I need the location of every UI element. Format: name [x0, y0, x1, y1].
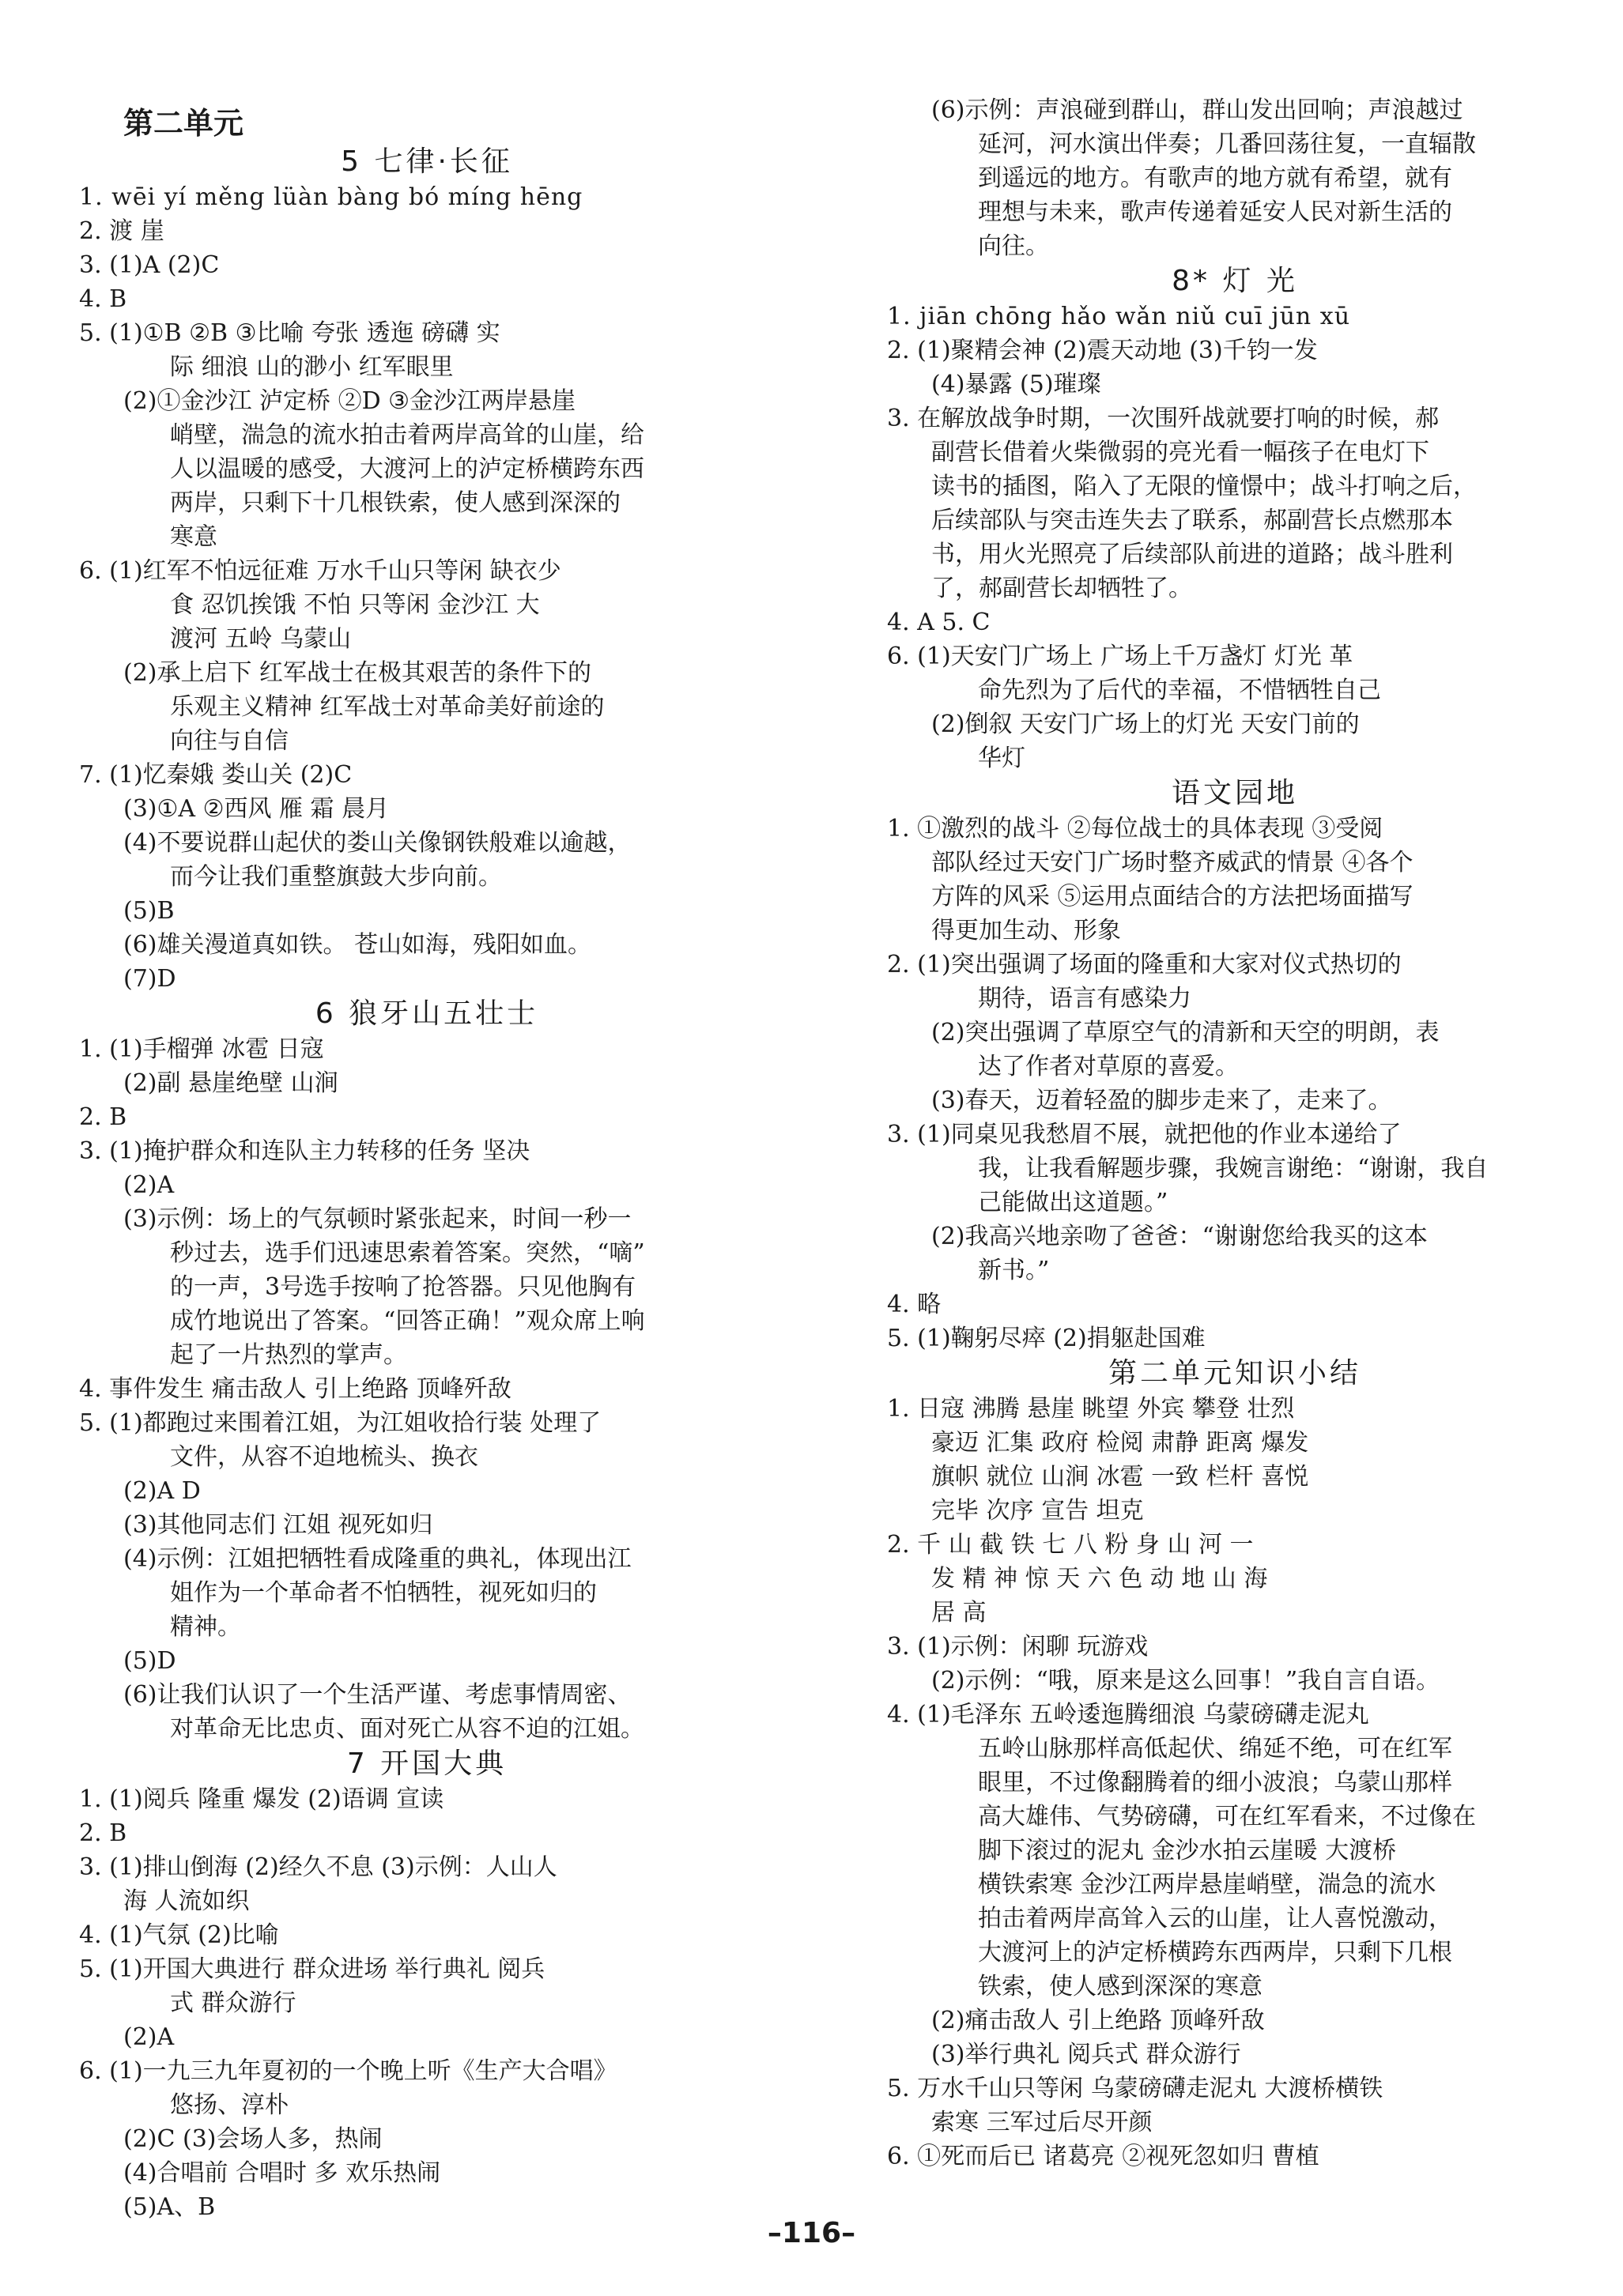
answer-line: 4. (1)气氛 (2)比喻: [79, 1921, 279, 1949]
answer-line: 2. 千 山 截 铁 七 八 粉 身 山 河 一: [887, 1531, 1254, 1559]
answer-line: 4. A 5. C: [887, 609, 991, 636]
answer-line: 旗帜 就位 山涧 冰雹 一致 栏杆 喜悦: [931, 1463, 1309, 1491]
answer-line: 3. (1)掩护群众和连队主力转移的任务 坚决: [79, 1137, 530, 1165]
section-title: 7 开国大典: [346, 1747, 508, 1780]
answer-line: 横铁索寒 金沙江两岸悬崖峭壁，湍急的流水: [978, 1871, 1436, 1898]
answer-line: 向往与自信: [170, 727, 289, 755]
answer-line: 食 忍饥挨饿 不怕 只等闲 金沙江 大: [170, 591, 540, 619]
answer-line: 5. (1)都跑过来围着江姐，为江姐收拾行装 处理了: [79, 1409, 602, 1437]
answer-line: 精神。: [170, 1613, 241, 1641]
answer-line: 延河，河水演出伴奏；几番回荡往复，一直辐散: [978, 130, 1476, 158]
answer-line: (2)我高兴地亲吻了爸爸：“谢谢您给我买的这本: [931, 1223, 1428, 1250]
answer-line: 新书。”: [978, 1257, 1050, 1284]
answer-line: 起了一片热烈的掌声。: [170, 1341, 407, 1369]
answer-line: 乐观主义精神 红军战士对革命美好前途的: [170, 693, 605, 721]
answer-line: (3)举行典礼 阅兵式 群众游行: [931, 2041, 1241, 2068]
answer-line: 成竹地说出了答案。“回答正确！”观众席上响: [170, 1307, 645, 1335]
answer-line: 书，用火光照亮了后续部队前进的道路；战斗胜利: [931, 541, 1453, 568]
answer-line: 2. B: [79, 1819, 127, 1847]
answer-line: (2)副 悬崖绝壁 山涧: [123, 1069, 338, 1097]
answer-line: 副营长借着火柴微弱的亮光看一幅孩子在电灯下: [931, 439, 1429, 466]
answer-line: 4. B: [79, 285, 127, 313]
answer-line: (2)A: [123, 1171, 175, 1199]
answer-line: 向往。: [978, 232, 1049, 260]
answer-line: 际 细浪 山的渺小 红军眼里: [170, 353, 454, 381]
section-title: 8* 灯 光: [1172, 265, 1298, 297]
answer-line: 悠扬、淳朴: [170, 2091, 289, 2119]
answer-line: 2. (1)突出强调了场面的隆重和大家对仪式热切的: [887, 951, 1402, 978]
answer-line: (4)合唱前 合唱时 多 欢乐热闹: [123, 2159, 441, 2187]
answer-line: 峭壁，湍急的流水拍击着两岸高耸的山崖，给: [170, 421, 644, 449]
answer-line: 华灯: [978, 745, 1025, 772]
answer-line: 人以温暖的感受，大渡河上的泸定桥横跨东西: [170, 455, 644, 483]
answer-line: 铁索，使人感到深深的寒意: [978, 1973, 1263, 2000]
answer-line: 7. (1)忆秦娥 娄山关 (2)C: [79, 761, 353, 789]
answer-line: (7)D: [123, 965, 176, 993]
answer-line: (2)①金沙江 泸定桥 ②D ③金沙江两岸悬崖: [123, 387, 576, 415]
answer-line: 1. ①激烈的战斗 ②每位战士的具体表现 ③受阅: [887, 815, 1383, 843]
left-column: [79, 93, 775, 2224]
answer-line: (2)C (3)会场人多，热闹: [123, 2125, 383, 2153]
answer-line: 2. B: [79, 1103, 127, 1131]
answer-line: 1. (1)阅兵 隆重 爆发 (2)语调 宣读: [79, 1785, 444, 1813]
answer-line: 豪迈 汇集 政府 检阅 肃静 距离 爆发: [931, 1429, 1309, 1457]
answer-line: (2)A: [123, 2023, 175, 2051]
answer-line: 式 群众游行: [170, 1989, 296, 2017]
answer-line: 后续部队与突击连失去了联系，郝副营长点燃那本: [931, 507, 1453, 534]
answer-line: 部队经过天安门广场时整齐威武的情景 ④各个: [931, 849, 1414, 877]
answer-line: 1. jiān chōng hǎo wǎn niǔ cuī jūn xū: [887, 303, 1351, 330]
unit-title: 第二单元: [123, 106, 244, 141]
answer-line: (2)突出强调了草原空气的清新和天空的明朗，表: [931, 1019, 1440, 1046]
page-number: –116–: [767, 2217, 856, 2249]
answer-line: 3. 在解放战争时期，一次围歼战就要打响的时候，郝: [887, 405, 1440, 432]
answer-line: (6)让我们认识了一个生活严谨、考虑事情周密、: [123, 1681, 632, 1709]
answer-line: 两岸，只剩下十几根铁索，使人感到深深的: [170, 489, 621, 517]
answer-line: 6. ①死而后已 诸葛亮 ②视死忽如归 曹植: [887, 2143, 1319, 2170]
answer-line: 而今让我们重整旗鼓大步向前。: [170, 863, 502, 891]
answer-line: 完毕 次序 宣告 坦克: [931, 1497, 1144, 1525]
answer-line: (5)A、B: [123, 2193, 216, 2221]
section-title: 6 狼牙山五壮士: [315, 997, 539, 1030]
answer-line: 渡河 五岭 乌蒙山: [170, 625, 352, 653]
answer-line: 秒过去，选手们迅速思索着答案。突然，“嘀”: [170, 1239, 645, 1267]
answer-line: (5)D: [123, 1647, 176, 1675]
answer-line: 4. 略: [887, 1291, 942, 1318]
answer-line: 期待，语言有感染力: [978, 985, 1191, 1012]
section-title: 语文园地: [1171, 777, 1298, 809]
answer-line: (6)示例：声浪碰到群山，群山发出回响；声浪越过: [931, 96, 1463, 124]
section-title: 5 七律·长征: [341, 145, 513, 178]
answer-line: 6. (1)一九三九年夏初的一个晚上听《生产大合唱》: [79, 2057, 617, 2085]
answer-line: 2. (1)聚精会神 (2)震天动地 (3)千钧一发: [887, 337, 1318, 364]
answer-line: 3. (1)示例：闲聊 玩游戏: [887, 1633, 1149, 1661]
answer-line: 海 人流如织: [123, 1887, 250, 1915]
answer-line: 3. (1)A (2)C: [79, 251, 220, 279]
right-column: [887, 93, 1583, 2173]
answer-line: (3)示例：场上的气氛顿时紧张起来，时间一秒一: [123, 1205, 632, 1233]
answer-line: (3)其他同志们 江姐 视死如归: [123, 1511, 433, 1539]
section-title: 第二单元知识小结: [1108, 1357, 1361, 1389]
answer-line: (3)①A ②西风 雁 霜 晨月: [123, 795, 390, 823]
answer-line: 读书的插图，陷入了无限的憧憬中；战斗打响之后，: [931, 473, 1477, 500]
answer-line: 6. (1)天安门广场上 广场上千万盏灯 灯光 革: [887, 643, 1353, 670]
answer-line: 1. wēi yí měng lüàn bàng bó míng hēng: [79, 183, 583, 211]
answer-line: (2)示例：“哦，原来是这么回事！”我自言自语。: [931, 1667, 1440, 1695]
answer-line: 索寒 三军过后尽开颜: [931, 2109, 1153, 2136]
answer-line: 大渡河上的泸定桥横跨东西两岸，只剩下几根: [978, 1939, 1452, 1966]
answer-line: (2)倒叙 天安门广场上的灯光 天安门前的: [931, 711, 1360, 738]
answer-line: (4)暴露 (5)璀璨: [931, 371, 1101, 398]
answer-line: (5)B: [123, 897, 175, 925]
answer-line: 3. (1)同桌见我愁眉不展，就把他的作业本递给了: [887, 1121, 1402, 1148]
answer-line: 4. (1)毛泽东 五岭逶迤腾细浪 乌蒙磅礴走泥丸: [887, 1701, 1369, 1729]
answer-line: (4)示例：江姐把牺牲看成隆重的典礼，体现出江: [123, 1545, 632, 1573]
answer-line: (4)不要说群山起伏的娄山关像钢铁般难以逾越，: [123, 829, 632, 857]
answer-line: 1. (1)手榴弹 冰雹 日寇: [79, 1035, 324, 1063]
answer-line: (2)承上启下 红军战士在极其艰苦的条件下的: [123, 659, 592, 687]
answer-line: 寒意: [170, 523, 217, 551]
answer-line: 5. (1)①B ②B ③比喻 夸张 透迤 磅礴 实: [79, 319, 500, 347]
answer-line: 眼里，不过像翻腾着的细小波浪；乌蒙山那样: [978, 1769, 1452, 1796]
answer-line: 达了作者对草原的喜爱。: [978, 1053, 1239, 1080]
answer-line: 姐作为一个革命者不怕牺牲，视死如归的: [170, 1579, 597, 1607]
answer-line: 五岭山脉那样高低起伏、绵延不绝，可在红军: [978, 1735, 1452, 1763]
answer-line: 对革命无比忠贞、面对死亡从容不迫的江姐。: [170, 1715, 644, 1743]
answer-line: 发 精 神 惊 天 六 色 动 地 山 海: [931, 1565, 1268, 1593]
answer-line: 6. (1)红军不怕远征难 万水千山只等闲 缺衣少: [79, 557, 561, 585]
answer-line: 1. 日寇 沸腾 悬崖 眺望 外宾 攀登 壮烈: [887, 1395, 1295, 1423]
answer-line: 居 高: [931, 1599, 987, 1627]
answer-line: (2)痛击敌人 引上绝路 顶峰歼敌: [931, 2007, 1265, 2034]
answer-line: (6)雄关漫道真如铁。 苍山如海，残阳如血。: [123, 931, 592, 959]
answer-line: 脚下滚过的泥丸 金沙水拍云崖暖 大渡桥: [978, 1837, 1397, 1864]
answer-line: 3. (1)排山倒海 (2)经久不息 (3)示例：人山人: [79, 1853, 557, 1881]
answer-line: (3)春天，迈着轻盈的脚步走来了，走来了。: [931, 1087, 1392, 1114]
answer-line: 的一声，3号选手按响了抢答器。只见他胸有: [170, 1273, 636, 1301]
answer-line: 5. (1)开国大典进行 群众进场 举行典礼 阅兵: [79, 1955, 545, 1983]
answer-line: 2. 渡 崖: [79, 217, 164, 245]
answer-line: 拍击着两岸高耸入云的山崖，让人喜悦激动，: [978, 1905, 1452, 1932]
answer-line: 5. (1)鞠躬尽瘁 (2)捐躯赴国难: [887, 1325, 1206, 1352]
answer-line: 得更加生动、形象: [931, 917, 1121, 944]
answer-line: (2)A D: [123, 1477, 201, 1505]
answer-line: 方阵的风采 ⑤运用点面结合的方法把场面描写: [931, 883, 1414, 910]
answer-line: 了，郝副营长却牺牲了。: [931, 575, 1192, 602]
answer-line: 理想与未来，歌声传递着延安人民对新生活的: [978, 198, 1452, 226]
answer-line: 到遥远的地方。有歌声的地方就有希望，就有: [978, 164, 1452, 192]
answer-line: 文件，从容不迫地梳头、换衣: [170, 1443, 478, 1471]
answer-line: 高大雄伟、气势磅礴，可在红军看来，不过像在: [978, 1803, 1476, 1830]
answer-line: 我，让我看解题步骤，我婉言谢绝：“谢谢，我自: [978, 1155, 1489, 1182]
answer-line: 5. 万水千山只等闲 乌蒙磅礴走泥丸 大渡桥横铁: [887, 2075, 1383, 2102]
answer-line: 己能做出这道题。”: [978, 1189, 1168, 1216]
answer-line: 4. 事件发生 痛击敌人 引上绝路 顶峰歼敌: [79, 1375, 511, 1403]
answer-line: 命先烈为了后代的幸福，不惜牺牲自己: [978, 677, 1381, 704]
